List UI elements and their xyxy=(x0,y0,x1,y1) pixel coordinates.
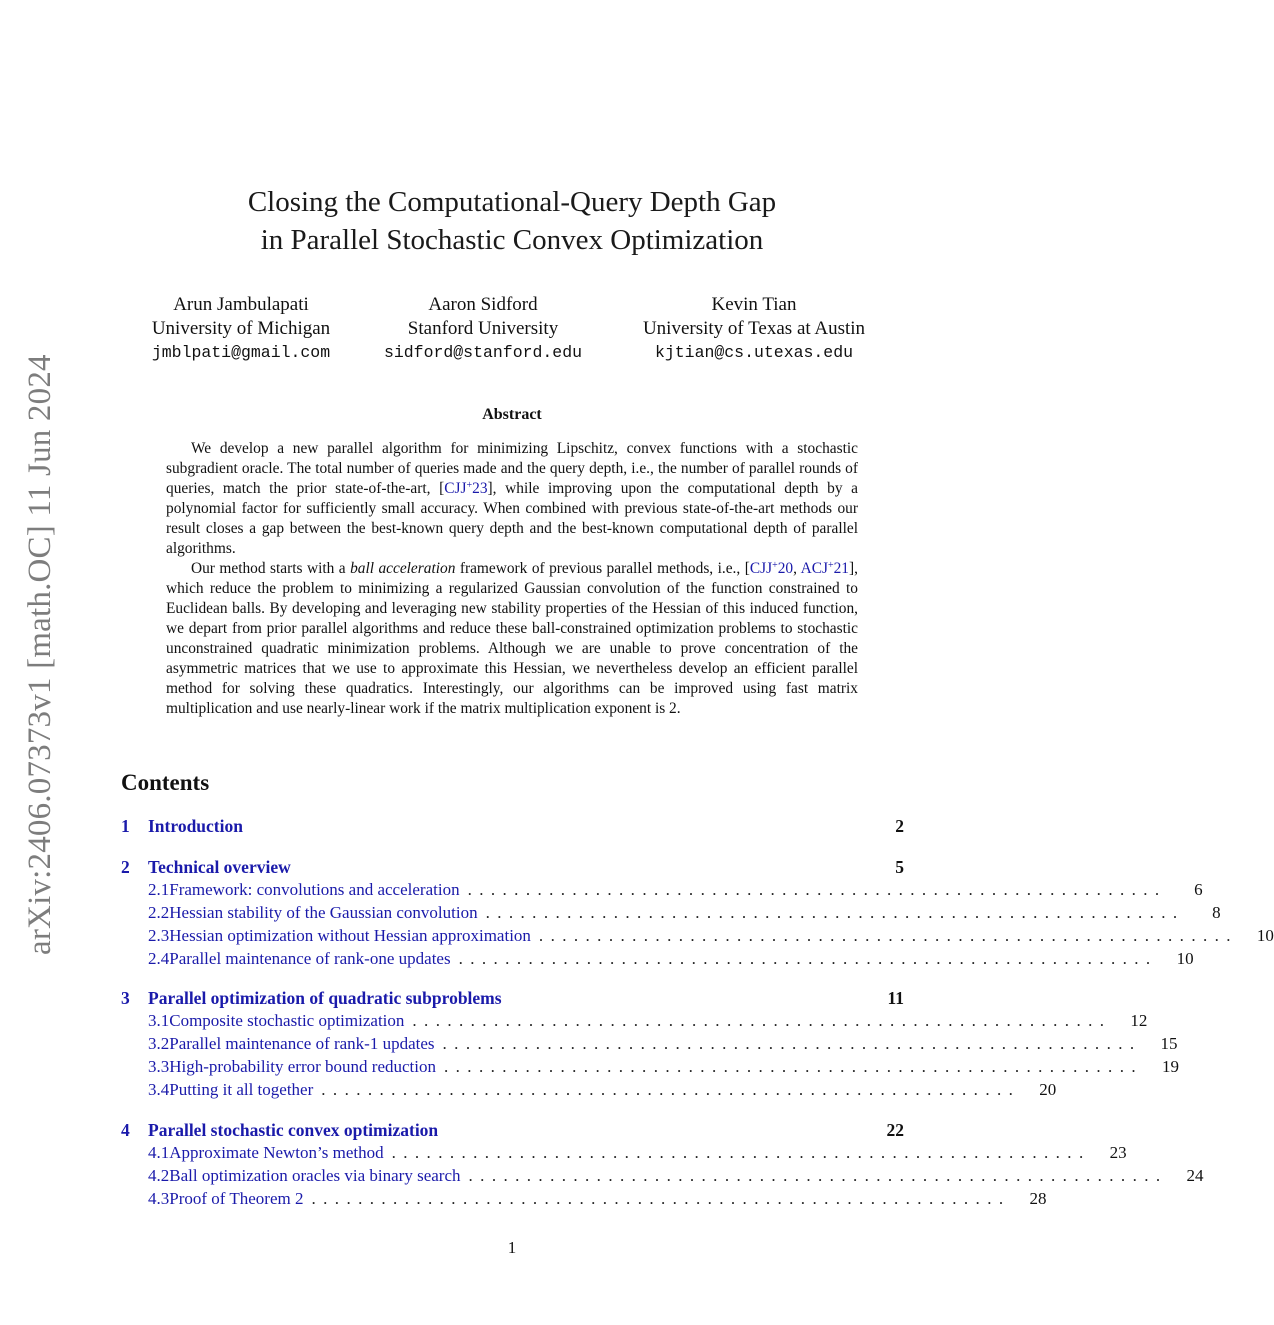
citation-link[interactable]: CJJ+23 xyxy=(444,480,488,497)
toc-subsection-number[interactable]: 2.4 xyxy=(148,949,170,968)
toc-section-title[interactable]: Parallel optimization of quadratic subproblems xyxy=(148,988,502,1008)
author-email[interactable]: jmblpati@gmail.com xyxy=(151,343,331,362)
author-affiliation: University of Texas at Austin xyxy=(642,318,866,339)
toc-subsection-number[interactable]: 2.3 xyxy=(148,926,170,945)
toc-page-number: 10 xyxy=(1256,926,1274,945)
toc-leader-dots: ............................................................ xyxy=(412,1011,1112,1030)
toc-page-number: 2 xyxy=(895,816,904,836)
toc-subsection-3-1[interactable] xyxy=(121,1011,1148,1033)
toc-subsection-number[interactable]: 3.2 xyxy=(148,1034,170,1053)
toc-subsection-2-3[interactable] xyxy=(121,926,1274,948)
toc-subsection-title[interactable]: Parallel maintenance of rank-1 updates xyxy=(169,1034,435,1053)
toc-section-4[interactable] xyxy=(121,1120,904,1142)
toc-section-number[interactable]: 2 xyxy=(121,857,130,877)
author-block-1 xyxy=(140,293,342,365)
toc-subsection-2-4[interactable] xyxy=(121,949,1194,971)
toc-page-number: 5 xyxy=(895,857,904,877)
toc-leader-dots: ............................................................ xyxy=(391,1143,1091,1162)
toc-section-3[interactable] xyxy=(121,988,904,1010)
toc-subsection-title[interactable]: Proof of Theorem 2 xyxy=(169,1189,304,1208)
page-number: 1 xyxy=(507,1238,517,1257)
toc-leader-dots: ............................................................ xyxy=(311,1189,1011,1208)
arxiv-identifier: arXiv:2406.07373v1 [math.OC] 11 Jun 2024 xyxy=(22,354,58,955)
toc-subsection-title[interactable]: Ball optimization oracles via binary search xyxy=(169,1166,461,1185)
toc-subsection-title[interactable]: Putting it all together xyxy=(169,1080,314,1099)
citation-link[interactable]: ACJ+21 xyxy=(800,560,849,577)
toc-subsection-3-4[interactable] xyxy=(121,1080,1057,1102)
toc-section-number[interactable]: 4 xyxy=(121,1120,130,1140)
abstract-paragraph-1: We develop a new parallel algorithm for minimizing Lipschitz, convex functions with a stochastic subgradient oracle. The total number of queries made and the query depth, i.e., the number of parallel rounds of queries, match the prior state-of-the-art, [CJJ+23], while improving upon the computational depth by a polynomial factor for sufficiently small accuracy. When combined with previous state-of-the-art methods our result closes a gap between the best-known query depth and the best-known computational depth of parallel algorithms. xyxy=(166,440,858,557)
toc-subsection-number[interactable]: 2.2 xyxy=(148,903,170,922)
toc-section-number[interactable]: 3 xyxy=(121,988,130,1008)
toc-page-number: 10 xyxy=(1176,949,1194,968)
toc-page-number: 8 xyxy=(1212,903,1221,922)
toc-leader-dots: ............................................................ xyxy=(467,880,1167,899)
author-affiliation: Stanford University xyxy=(407,318,559,339)
abstract-paragraph-2: Our method starts with a ball acceleration framework of previous parallel methods, i.e., [CJJ+20, ACJ+21], which reduce the problem to minimizing a regularized Gaussian convolution of the function constrained to Euclidean balls. By developing and leveraging new stability properties of the Hessian of this induced function, we depart from prior parallel algorithms and reduce these ball-constrained optimization problems to stochastic unconstrained quadratic minimization problems. Although we are unable to prove concentration of the asymmetric matrices that we use to approximate this Hessian, we nevertheless develop an efficient parallel method for solving these quadratics. Interestingly, our algorithms can be improved using fast matrix multiplication and use nearly-linear work if the matrix multiplication exponent is 2. xyxy=(166,560,858,717)
toc-subsection-number[interactable]: 4.1 xyxy=(148,1143,170,1162)
toc-subsection-title[interactable]: Hessian stability of the Gaussian convolution xyxy=(169,903,478,922)
author-name: Aaron Sidford xyxy=(428,294,538,315)
toc-section-2[interactable] xyxy=(121,857,904,879)
paper-title-line-2: in Parallel Stochastic Convex Optimization xyxy=(260,224,764,256)
toc-subsection-3-3[interactable] xyxy=(121,1057,1179,1079)
toc-page-number: 22 xyxy=(886,1120,904,1140)
toc-page-number: 11 xyxy=(887,988,904,1008)
toc-page-number: 19 xyxy=(1162,1057,1179,1076)
toc-page-number: 12 xyxy=(1130,1011,1148,1030)
toc-subsection-number[interactable]: 4.2 xyxy=(148,1166,170,1185)
toc-subsection-number[interactable]: 3.1 xyxy=(148,1011,170,1030)
toc-section-title[interactable]: Parallel stochastic convex optimization xyxy=(148,1120,439,1140)
author-email[interactable]: kjtian@cs.utexas.edu xyxy=(654,343,854,362)
author-affiliation: University of Michigan xyxy=(151,318,331,339)
toc-subsection-title[interactable]: Composite stochastic optimization xyxy=(169,1011,405,1030)
toc-leader-dots: ............................................................ xyxy=(444,1057,1143,1076)
author-name: Arun Jambulapati xyxy=(173,294,309,315)
toc-page-number: 24 xyxy=(1186,1166,1204,1185)
toc-subsection-4-3[interactable] xyxy=(121,1189,1047,1211)
toc-subsection-2-2[interactable] xyxy=(121,903,1221,925)
citation-link[interactable]: CJJ+20 xyxy=(749,560,794,577)
toc-subsection-4-1[interactable] xyxy=(121,1143,1127,1165)
toc-page-number: 6 xyxy=(1194,880,1203,899)
toc-leader-dots: ............................................................ xyxy=(485,903,1185,922)
toc-leader-dots: ............................................................ xyxy=(468,1166,1168,1185)
toc-page-number: 20 xyxy=(1039,1080,1057,1099)
toc-page-number: 23 xyxy=(1109,1143,1127,1162)
toc-subsection-number[interactable]: 2.1 xyxy=(148,880,170,899)
toc-page-number: 15 xyxy=(1160,1034,1178,1053)
paper-title-line-1: Closing the Computational-Query Depth Gap xyxy=(247,186,777,218)
toc-leader-dots: ............................................................ xyxy=(458,949,1158,968)
abstract-body xyxy=(166,439,858,719)
toc-subsection-3-2[interactable] xyxy=(121,1034,1178,1056)
toc-section-title[interactable]: Introduction xyxy=(148,816,243,836)
abstract-heading: Abstract xyxy=(482,406,542,423)
toc-subsection-number[interactable]: 3.4 xyxy=(148,1080,170,1099)
author-block-2 xyxy=(376,293,590,365)
paper-title xyxy=(0,183,1024,259)
toc-leader-dots: ............................................................ xyxy=(442,1034,1142,1053)
toc-subsection-4-2[interactable] xyxy=(121,1166,1204,1188)
toc-subsection-title[interactable]: Parallel maintenance of rank-one updates xyxy=(169,949,451,968)
author-name: Kevin Tian xyxy=(711,294,797,315)
toc-page-number: 28 xyxy=(1029,1189,1047,1208)
toc-section-title[interactable]: Technical overview xyxy=(148,857,291,877)
toc-subsection-title[interactable]: Hessian optimization without Hessian approximation xyxy=(169,926,531,945)
toc-section-number[interactable]: 1 xyxy=(121,816,130,836)
author-block-3 xyxy=(622,293,886,365)
toc-subsection-2-1[interactable] xyxy=(121,880,1203,902)
toc-leader-dots: ............................................................ xyxy=(538,926,1238,945)
toc-leader-dots: ............................................................ xyxy=(321,1080,1021,1099)
toc-subsection-number[interactable]: 3.3 xyxy=(148,1057,170,1076)
toc-subsection-title[interactable]: High-probability error bound reduction xyxy=(169,1057,436,1076)
toc-section-1[interactable] xyxy=(121,816,904,838)
toc-subsection-title[interactable]: Approximate Newton’s method xyxy=(169,1143,384,1162)
toc-subsection-number[interactable]: 4.3 xyxy=(148,1189,170,1208)
author-email[interactable]: sidford@stanford.edu xyxy=(383,343,583,362)
contents-heading: Contents xyxy=(121,770,210,795)
toc-subsection-title[interactable]: Framework: convolutions and acceleration xyxy=(169,880,460,899)
